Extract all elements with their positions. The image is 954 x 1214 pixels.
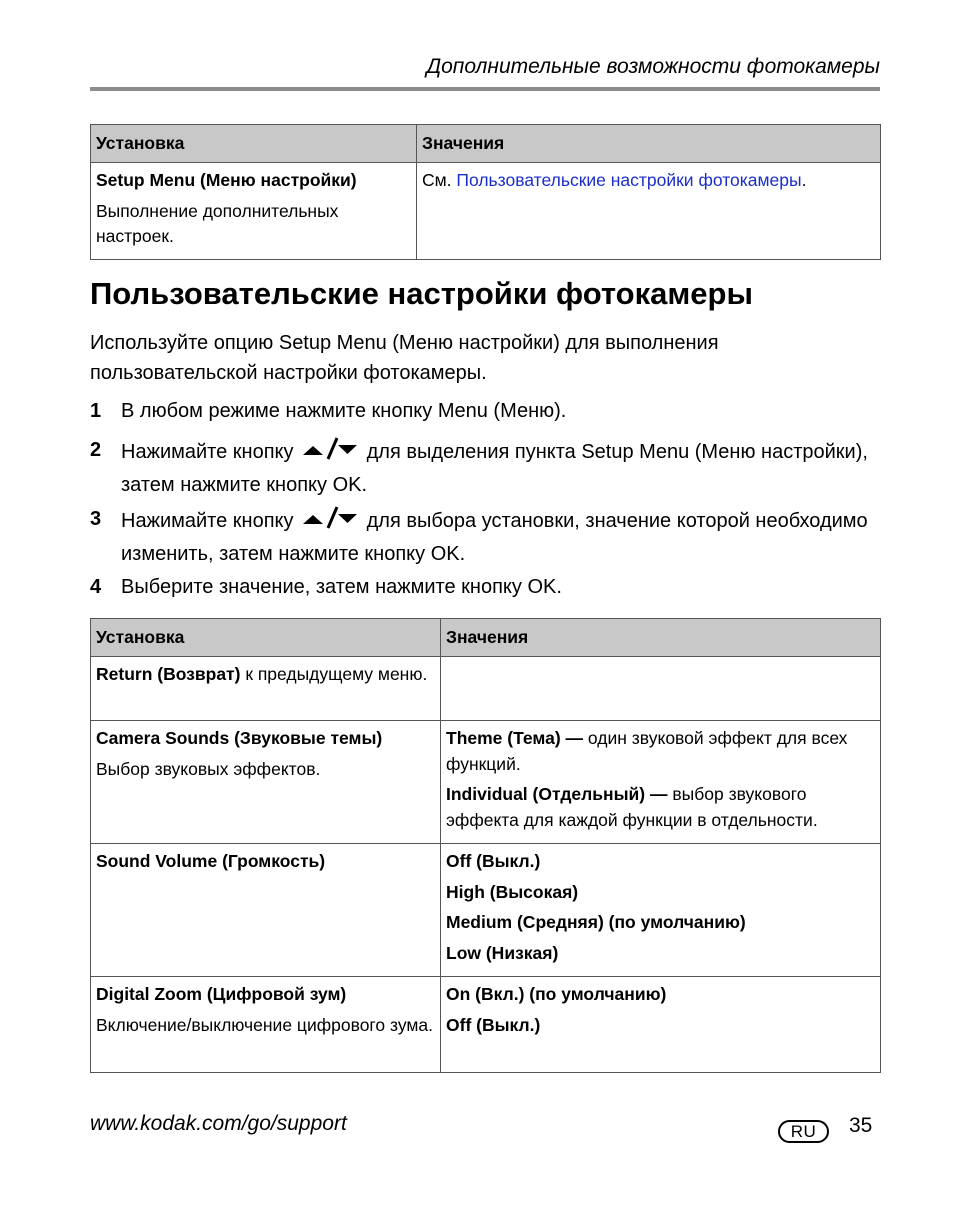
column-header-setting: Установка [91, 619, 441, 657]
setting-cell [91, 657, 441, 721]
custom-settings-table [90, 618, 881, 1073]
values-cell [417, 163, 881, 260]
step-item [90, 396, 880, 426]
value-item: Off (Выкл.) [446, 851, 541, 872]
setting-description: Выбор звуковых эффектов. [96, 758, 321, 779]
step-number: 1 [90, 400, 102, 422]
custom-settings-link[interactable]: Пользовательские настройки фотокамеры [456, 170, 802, 191]
value-item: On (Вкл.) (по умолчанию) [446, 984, 667, 1005]
setting-cell [91, 977, 441, 1073]
setting-name: Return (Возврат) [96, 664, 241, 685]
step-text-before: Нажимайте кнопку [121, 509, 294, 532]
step-text-after: для выделения пункта Setup Menu (Меню настройки), затем нажмите кнопку OK. [121, 440, 868, 496]
header-rule [90, 87, 880, 91]
value-text: один звуковой эффект для всех функций. [446, 728, 848, 774]
setting-cell [91, 721, 441, 844]
header-title: Дополнительные возможности фотокамеры [426, 55, 880, 78]
setting-cell [91, 844, 441, 977]
step-text: В любом режиме нажмите кнопку Menu (Меню). [121, 400, 567, 422]
setting-name: Setup Menu (Меню настройки) [96, 170, 357, 191]
value-label: Theme (Тема) — [446, 728, 584, 749]
step-item [90, 435, 880, 500]
column-header-values: Значения [441, 619, 881, 657]
table-row [91, 721, 881, 844]
table-row [91, 977, 881, 1073]
value-item [446, 726, 874, 777]
value-item: Medium (Средняя) (по умолчанию) [446, 912, 746, 933]
step-number: 4 [90, 576, 102, 598]
table-row [91, 163, 881, 260]
step-text [121, 435, 880, 500]
step-text: Выберите значение, затем нажмите кнопку OK. [121, 576, 562, 598]
table-row [91, 844, 881, 977]
intro-paragraph: Используйте опцию Setup Menu (Меню настройки) для выполнения пользовательской настройки фотокамеры. [90, 332, 719, 384]
page-number: 35 [849, 1114, 873, 1137]
values-cell [441, 721, 881, 844]
support-url: www.kodak.com/go/support [90, 1112, 347, 1135]
value-label: Individual (Отдельный) — [446, 784, 668, 805]
step-text [121, 504, 880, 569]
up-down-arrow-icon [302, 435, 358, 470]
values-cell [441, 977, 881, 1073]
up-down-arrow-icon [302, 504, 358, 539]
step-item [90, 504, 880, 569]
values-cell [441, 657, 881, 721]
value-item [446, 782, 874, 833]
value-item: Off (Выкл.) [446, 1014, 541, 1035]
value-suffix: . [801, 170, 807, 191]
setting-description: Выполнение дополнительных настроек. [96, 200, 339, 247]
setting-description: Включение/выключение цифрового зума. [96, 1014, 434, 1035]
step-item [90, 572, 880, 602]
step-text-before: Нажимайте кнопку [121, 440, 294, 463]
setting-description: к предыдущему меню. [240, 664, 428, 685]
table-header-row [91, 619, 881, 657]
section-title: Пользовательские настройки фотокамеры [90, 276, 753, 311]
step-number: 3 [90, 508, 102, 530]
column-header-setting: Установка [91, 125, 417, 163]
value-item: Low (Низкая) [446, 942, 559, 963]
setup-menu-table [90, 124, 881, 260]
setting-name: Camera Sounds (Звуковые темы) [96, 728, 383, 749]
table-header-row [91, 125, 881, 163]
language-badge: RU [778, 1120, 829, 1143]
column-header-values: Значения [417, 125, 881, 163]
setting-name: Sound Volume (Громкость) [96, 851, 326, 872]
setting-name: Digital Zoom (Цифровой зум) [96, 984, 347, 1005]
step-text-after: для выбора установки, значение которой необходимо изменить, затем нажмите кнопку OK. [121, 509, 868, 565]
step-number: 2 [90, 439, 102, 461]
setting-cell [91, 163, 417, 260]
values-cell [441, 844, 881, 977]
value-item: High (Высокая) [446, 881, 579, 902]
value-prefix: См. [422, 170, 457, 191]
table-row [91, 657, 881, 721]
value-text: выбор звукового эффекта для каждой функции в отдельности. [446, 784, 818, 830]
